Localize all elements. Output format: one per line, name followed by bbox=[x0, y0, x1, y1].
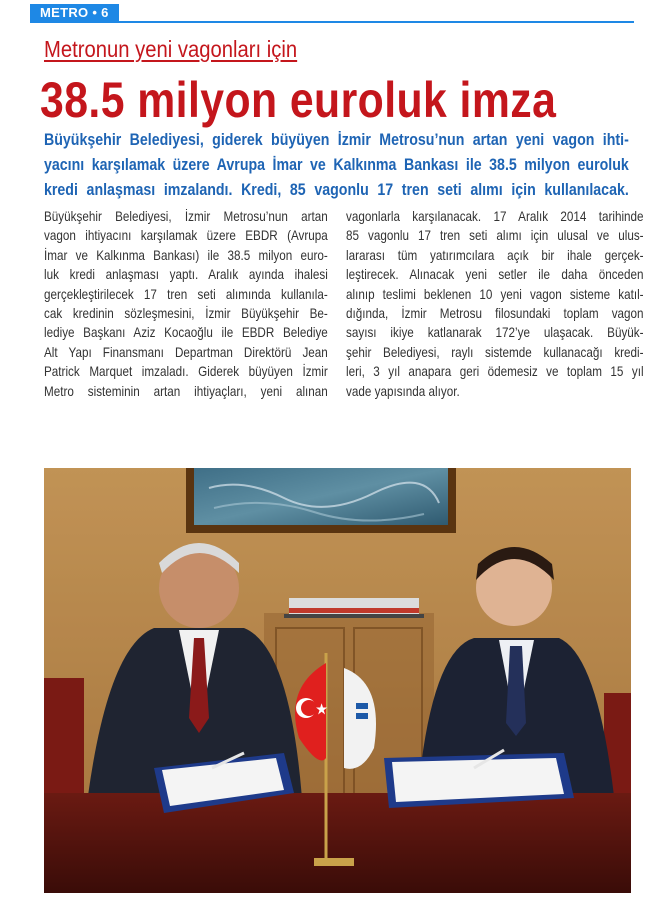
body-line: vagonlarla karşılanacak. 17 Aralık 2014 tarihinde bbox=[346, 209, 644, 224]
body-line: şehir Belediyesi, raylı sistemde kullanacağı kredi- bbox=[346, 344, 644, 360]
body-line: Alt Yapı Finansmanı Departman Direktörü Jean bbox=[44, 344, 328, 360]
body-line: dığında, İzmir Metrosu filosundaki toplam vagon bbox=[346, 306, 644, 322]
signing-ceremony-photo bbox=[44, 468, 631, 893]
body-column-right bbox=[346, 207, 644, 401]
body-line: Büyükşehir Belediyesi, İzmir Metrosu’nun artan bbox=[44, 209, 328, 224]
lead-line: kredi anlaşması imzalandı. Kredi, 85 vagonlu 17 tren seti alımı için kullanılacak. bbox=[44, 181, 629, 199]
body-line: alınıp teslimi beklenen 10 yeni vagon sisteme katıl- bbox=[346, 286, 644, 302]
lead-line: Büyükşehir Belediyesi, giderek büyüyen İzmir Metrosu’nun artan yeni vagon ihti- bbox=[44, 131, 629, 149]
body-line: leştirecek. Alınacak yeni setler ile daha önceden bbox=[346, 267, 644, 283]
body-line: Metro sisteminin artan ihtiyaçları, yeni alınan bbox=[44, 383, 328, 399]
body-line: lararası tüm yatırımcılara açık bir ihale gerçek- bbox=[346, 247, 644, 263]
lead-line: yacını karşılamak üzere Avrupa İmar ve Kalkınma Bankası ile 38.5 milyon euroluk bbox=[44, 156, 629, 174]
article-headline: 38.5 milyon euroluk imza bbox=[40, 72, 557, 128]
article-lead bbox=[44, 128, 629, 203]
body-line: lediye Başkanı Aziz Kocaoğlu ile EBDR Belediye bbox=[44, 325, 328, 341]
body-line: luk kredi anlaşması yaptı. Aralık ayında ihalesi bbox=[44, 267, 328, 283]
body-line: 85 vagonlu 17 tren seti alımı için ulusal ve ulus- bbox=[346, 228, 644, 244]
body-line: gerçekleştirilecek 17 tren seti alımında kullanıla- bbox=[44, 286, 328, 302]
body-column-left bbox=[44, 207, 328, 401]
body-line: sayısı ikiye katlanarak 172’ye ulaşacak. Büyük- bbox=[346, 325, 644, 341]
body-line: vade yapısında alıyor. bbox=[346, 383, 460, 399]
body-line: İmar ve Kalkınma Bankası) ile 38.5 milyon euro- bbox=[44, 247, 328, 263]
body-line: Patrick Marquet imzaladı. Giderek büyüyen İzmir bbox=[44, 364, 328, 380]
body-line: cak kredinin sözleşmesini, İzmir Büyükşehir Be- bbox=[44, 306, 328, 322]
article-kicker: Metronun yeni vagonları için bbox=[44, 36, 298, 62]
section-tab: METRO • 6 bbox=[30, 4, 119, 22]
section-rule bbox=[30, 21, 634, 23]
body-line: vagon ihtiyacını karşılamak üzere EBDR (Avrupa bbox=[44, 228, 328, 244]
body-line: leri, 3 yıl anapara geri ödemesiz ve toplam 15 yıl bbox=[346, 364, 644, 380]
